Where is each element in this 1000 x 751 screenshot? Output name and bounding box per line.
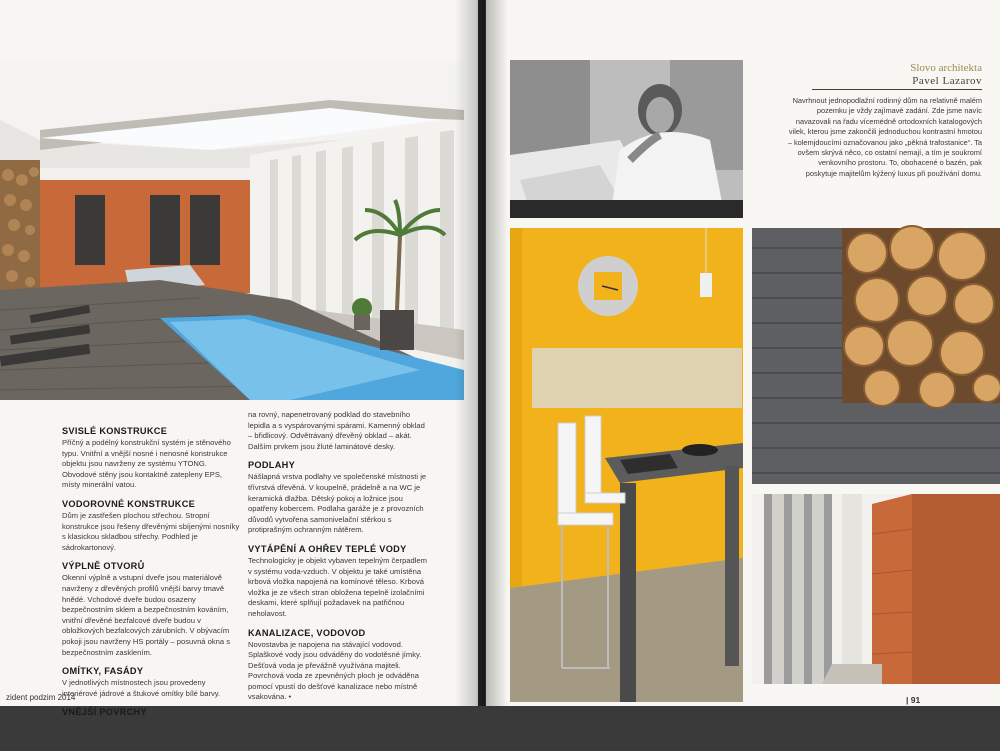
section-heading: KANALIZACE, VODOVOD bbox=[248, 627, 366, 638]
section-heading: VODOROVNÉ KONSTRUKCE bbox=[62, 498, 196, 509]
architect-quote: Navrhnout jednopodlažní rodinný dům na relativně malém pozemku je vždy zajímavé zadání. Zde jsme navíc navazovali na řadu vícemédně ortodoxních katalogových vilek, kterou jsme zakončili jednoduchou kontrastní hmotou – kolemjdoucími označovanou jako „pěkná trafostanice“. Ta ovšem skrývá něco, co ostatní nemají, a tím je soukromí venkovního prostoru. To, obohacené o bazén, pak poskytuje majitelům kýžený luxus při používání domu. bbox=[787, 96, 982, 178]
section-heading: PODLAHY bbox=[248, 460, 296, 471]
section-text: Novostavba je napojena na stávající vodovod. Splaškové vody jsou odváděny do vodotěsné jímky. Dešťová voda je převážně využívána majiteli. Povrchová voda ze zpevněných ploch je odváděna pomocí vpustí do dešťové kanalizace nebo místně vsakována. • bbox=[248, 639, 422, 702]
corridor-fins-photo bbox=[752, 494, 1000, 684]
pool-courtyard-photo bbox=[0, 60, 464, 400]
architect-section-title: Slovo architekta bbox=[910, 62, 982, 74]
firewood-slate-photo bbox=[752, 228, 1000, 484]
section-heading: SVISLÉ KONSTRUKCE bbox=[62, 426, 168, 436]
title-divider bbox=[812, 89, 982, 90]
page-gutter bbox=[478, 0, 486, 706]
section-text: Příčný a podélný konstrukční systém je stěnového typu. Vnitřní a vnější nosné i nenosné konstrukce objektu jsou navrženy ze systému YTONG. Obvodové stěny jsou kontaktně zatepleny EPS, místy minerální vatou. bbox=[62, 438, 231, 490]
dining-room-photo bbox=[510, 228, 743, 702]
section-text: Okenní výplně a vstupní dveře jsou materiálově navrženy z dřevěných profilů vnější barvy tmavě hnědé. Vchodové dveře budou osazeny bezpečnostním sklem a bezpečnostním kováním, vnitřní dřevěné bezfalcové dveře budou v obložkových bezfalcových zárubních. V obývacím pokoji jsou navrženy HS portály – posuvná okna s bezpečnostním zasklením. bbox=[62, 573, 231, 657]
architect-portrait-photo bbox=[510, 60, 743, 218]
right-page bbox=[486, 0, 1000, 706]
section-text: Bílá tenkovrstvá fasádní omítka je provedena na povrch kontaktního zateplení z EPS. Kamenný obklad je lepený bbox=[62, 719, 225, 750]
section-heading: VÝPLNĚ OTVORŮ bbox=[62, 561, 145, 572]
page-number: | 91 bbox=[906, 695, 921, 705]
section-heading: VYTÁPĚNÍ A OHŘEV TEPLÉ VODY bbox=[248, 543, 407, 554]
left-page bbox=[0, 0, 478, 750]
column-lead-text: na rovný, napenetrovaný podklad do stavebního lepidla a s vyspárovanými spárami. Kamenný obklad – břidlicový. Odvětrávaný dřevěný obklad – akát. Dalším prvkem jsou žluté laminátové desky. bbox=[248, 410, 425, 451]
text-column-1 bbox=[62, 418, 242, 751]
text-column-2 bbox=[248, 410, 428, 703]
section-heading: VNĚJŠÍ POVRCHY bbox=[62, 707, 147, 718]
architect-name: Pavel Lazarov bbox=[912, 75, 982, 87]
section-text: Dům je zastřešen plochou střechou. Stropní konstrukce jsou řešeny dřevěnými sbíjenými nosníky s klasickou skladbou střechy. Podhled je sádrokartonový. bbox=[62, 510, 240, 552]
section-text: V jednotlivých místnostech jsou provedeny interiérové jádrové a štukové omítky bílé barvy. bbox=[62, 678, 221, 698]
section-text: Nášlapná vrstva podlahy ve společenské místnosti je třívrstvá dřevěná. V koupelně, prádelně a na WC je keramická dlažba. Dětský pokoj a ložnice jsou opatřeny kobercem. Podlaha garáže je z provozních důvodů vytvořena samonivelační stěrkou s protiprašným ochranným nátěrem. bbox=[248, 472, 427, 535]
section-text: Technologicky je objekt vybaven tepelným čerpadlem v systému voda-vzduch. V objektu je také umístěna krbová vložka napojená na komínové těleso. Krbová vložka je ze všech stran obložena tepelně izolačními deskami, které splňují požadavek na patřičnou neholavost. bbox=[248, 555, 427, 618]
section-heading: OMÍTKY, FASÁDY bbox=[62, 666, 144, 677]
folio-footer: zident podzim 2014 bbox=[6, 693, 76, 702]
